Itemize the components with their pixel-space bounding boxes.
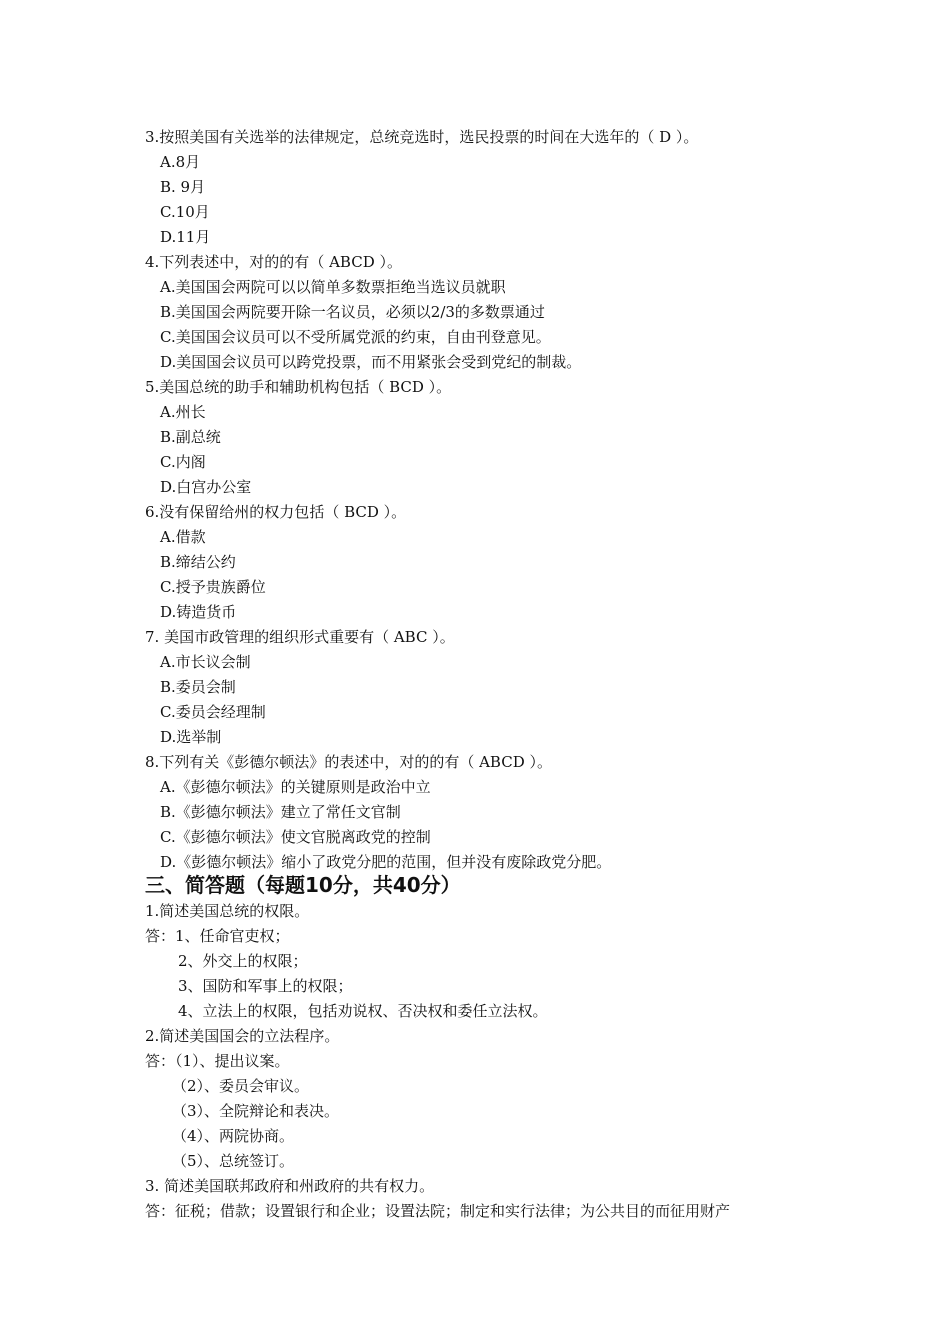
option-4c: C.美国国会议员可以不受所属党派的约束，自由刊登意见。 (160, 328, 551, 346)
option-3a: A.8月 (160, 153, 201, 171)
option-5d: D.白宫办公室 (160, 478, 252, 496)
question-7: 7. 美国市政管理的组织形式重要有（ ABC ）。 (145, 628, 455, 646)
option-7a: A.市长议会制 (160, 653, 251, 671)
option-7d: D.选举制 (160, 728, 222, 746)
question-8: 8.下列有关《彭德尔顿法》的表述中，对的的有（ ABCD ）。 (145, 753, 552, 771)
option-8a: A.《彭德尔顿法》的关键原则是政治中立 (160, 778, 431, 796)
short-question-1: 1.简述美国总统的权限。 (145, 902, 310, 920)
question-5: 5.美国总统的助手和辅助机构包括（ BCD ）。 (145, 378, 452, 396)
answer-prefix: 答： (145, 927, 176, 945)
short-answer-3-line-1 (145, 1202, 730, 1220)
option-6c: C.授予贵族爵位 (160, 578, 266, 596)
option-8b: B.《彭德尔顿法》建立了常任文官制 (160, 803, 401, 821)
short-question-3: 3. 简述美国联邦政府和州政府的共有权力。 (145, 1177, 435, 1195)
option-7c: C.委员会经理制 (160, 703, 266, 721)
option-6b: B.缔结公约 (160, 553, 236, 571)
option-5a: A.州长 (160, 403, 206, 421)
question-3: 3.按照美国有关选举的法律规定，总统竞选时，选民投票的时间在大选年的（ D ）。 (145, 128, 699, 146)
option-8d: D.《彭德尔顿法》缩小了政党分肥的范围，但并没有废除政党分肥。 (160, 853, 612, 871)
answer-text: 征税；借款；设置银行和企业；设置法院；制定和实行法律；为公共目的而征用财产 (175, 1202, 731, 1220)
short-answer-2-line-2: （2）、委员会审议。 (172, 1077, 310, 1095)
question-6: 6.没有保留给州的权力包括（ BCD ）。 (145, 503, 407, 521)
option-3c: C.10月 (160, 203, 210, 221)
option-5b: B.副总统 (160, 428, 221, 446)
short-question-2: 2.简述美国国会的立法程序。 (145, 1027, 340, 1045)
short-answer-1-line-3: 3、国防和军事上的权限； (178, 977, 353, 995)
answer-text: 1、任命官吏权； (175, 927, 290, 945)
answer-text: （1）、提出议案。 (175, 1052, 290, 1070)
option-3d: D.11月 (160, 228, 211, 246)
short-answer-2-line-3: （3）、全院辩论和表决。 (172, 1102, 340, 1120)
section-heading: 三、简答题（每题10分，共40分） (145, 873, 461, 897)
option-8c: C.《彭德尔顿法》使文官脱离政党的控制 (160, 828, 431, 846)
option-4b: B.美国国会两院要开除一名议员，必须以2/3的多数票通过 (160, 303, 545, 321)
short-answer-2-line-4: （4）、两院协商。 (172, 1127, 295, 1145)
short-answer-1-line-1 (145, 927, 290, 945)
short-answer-2-line-5: （5）、总统签订。 (172, 1152, 295, 1170)
question-4: 4.下列表述中，对的的有（ ABCD ）。 (145, 253, 402, 271)
option-7b: B.委员会制 (160, 678, 236, 696)
short-answer-2-line-1 (145, 1052, 290, 1070)
answer-prefix: 答： (145, 1202, 176, 1220)
option-6a: A.借款 (160, 528, 206, 546)
option-3b: B. 9月 (160, 178, 206, 196)
option-6d: D.铸造货币 (160, 603, 237, 621)
option-4a: A.美国国会两院可以以简单多数票拒绝当选议员就职 (160, 278, 506, 296)
short-answer-1-line-2: 2、外交上的权限； (178, 952, 308, 970)
option-5c: C.内阁 (160, 453, 206, 471)
short-answer-1-line-4: 4、立法上的权限，包括劝说权、否决权和委任立法权。 (178, 1002, 548, 1020)
answer-prefix: 答： (145, 1052, 176, 1070)
option-4d: D.美国国会议员可以跨党投票，而不用紧张会受到党纪的制裁。 (160, 353, 582, 371)
